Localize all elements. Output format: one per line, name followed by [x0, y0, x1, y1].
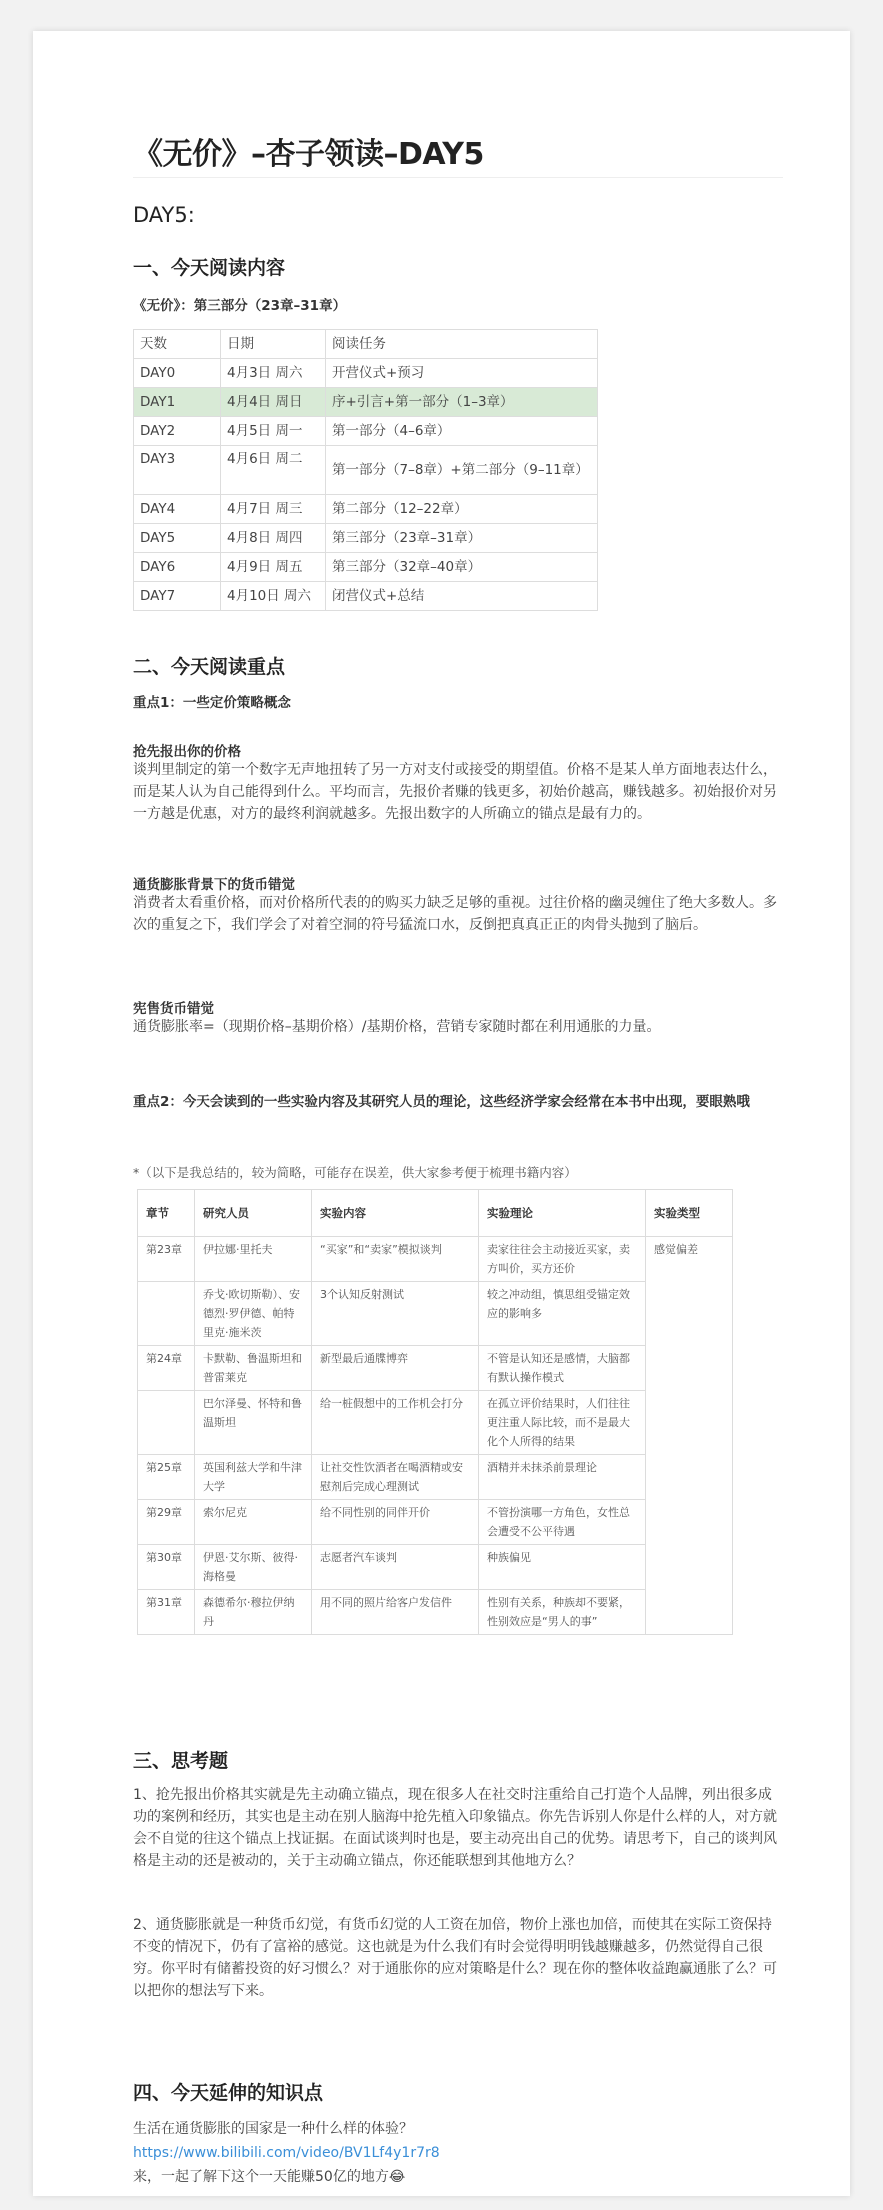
- table-cell: “买家”和“卖家”模拟谈判: [312, 1237, 479, 1282]
- table-cell: 开营仪式+预习: [326, 359, 598, 388]
- question-2: 2、通货膨胀就是一种货币幻觉，有货币幻觉的人工资在加倍，物价上涨也加倍，而使其在实际工资保持不变的情况下，仍有了富裕的感觉。这也就是为什么我们有时会觉得明明钱越赚越多，仍然觉得自己很穷。你平时有储蓄投资的好习惯么？对于通胀你的应对策略是什么？现在你的整体收益跑赢通胀了么？可以把你的想法写下来。: [133, 1917, 777, 1999]
- table-cell: 不管是认知还是感情，大脑都有默认操作模式: [479, 1346, 646, 1391]
- table-cell: DAY7: [134, 582, 221, 611]
- table-cell: 在孤立评价结果时，人们往往更注重人际比较，而不是最大化个人所得的结果: [479, 1391, 646, 1455]
- table-row: [138, 1455, 733, 1500]
- table-cell: 给一桩假想中的工作机会打分: [312, 1391, 479, 1455]
- table-cell: 较之冲动组，慎思组受锚定效应的影响多: [479, 1282, 646, 1346]
- table-cell: 4月10日 周六: [221, 582, 326, 611]
- point1-title: 重点1：一些定价策略概念: [133, 695, 291, 711]
- bilibili-link[interactable]: https://www.bilibili.com/video/BV1Lf4y1r7r8: [133, 2145, 440, 2161]
- table-header-cell: 研究人员: [195, 1190, 312, 1237]
- table-cell: 让社交性饮酒者在喝酒精或安慰剂后完成心理测试: [312, 1455, 479, 1500]
- table-cell: 第29章: [138, 1500, 195, 1545]
- table-cell: 种族偏见: [479, 1545, 646, 1590]
- book-range: 《无价》：第三部分（23章–31章）: [133, 298, 347, 314]
- table-cell: 4月7日 周三: [221, 495, 326, 524]
- table-cell: 第三部分（32章–40章）: [326, 553, 598, 582]
- table-header-cell: 实验类型: [646, 1190, 733, 1237]
- question-1: 1、抢先报出价格其实就是先主动确立锚点，现在很多人在社交时注重给自己打造个人品牌，列出很多成功的案例和经历，其实也是主动在别人脑海中抢先植入印象锚点。你先告诉别人你是什么样的人，对方就会不自觉的往这个锚点上找证据。在面试谈判时也是，要主动亮出自己的优势。请思考下，自己的谈判风格是主动的还是被动的，关于主动确立锚点，你还能联想到其他地方么？: [133, 1787, 777, 1869]
- section1-heading: 一、今天阅读内容: [133, 257, 286, 279]
- document-page: [33, 31, 850, 2196]
- table-cell: 4月4日 周日: [221, 388, 326, 417]
- concept-text: 通货膨胀率=（现期价格–基期价格）/基期价格，营销专家随时都在利用通胀的力量。: [133, 1019, 661, 1035]
- experiment-table: [137, 1189, 733, 1635]
- table-cell: DAY2: [134, 417, 221, 446]
- table-row: [134, 446, 598, 495]
- day-heading: DAY5:: [133, 203, 195, 227]
- table-cell: 序+引言+第一部分（1–3章）: [326, 388, 598, 417]
- section4-heading: 四、今天延伸的知识点: [133, 2082, 324, 2104]
- concept-title: 抢先报出你的价格: [133, 744, 241, 760]
- extension-text: 来，一起了解下这个一天能赚50亿的地方😂: [133, 2169, 406, 2185]
- table-cell: 卖家往往会主动接近买家，卖方叫价，买方还价: [479, 1237, 646, 1282]
- extension-text: 生活在通货膨胀的国家是一种什么样的体验？: [133, 2121, 413, 2137]
- table-cell: DAY3: [134, 446, 221, 495]
- table-cell: 4月6日 周二: [221, 446, 326, 495]
- table-cell: [138, 1282, 195, 1346]
- table-cell: DAY5: [134, 524, 221, 553]
- table-cell: 第31章: [138, 1590, 195, 1635]
- table-cell: 性别有关系，种族却不要紧，性别效应是“男人的事”: [479, 1590, 646, 1635]
- table-row: [138, 1346, 733, 1391]
- table-row: [134, 582, 598, 611]
- table-header-cell: 实验理论: [479, 1190, 646, 1237]
- table-note: *（以下是我总结的，较为简略，可能存在误差，供大家参考便于梳理书籍内容）: [133, 1165, 577, 1180]
- table-header-cell: 日期: [221, 330, 326, 359]
- table-cell: 4月5日 周一: [221, 417, 326, 446]
- table-row: [138, 1500, 733, 1545]
- table-cell: 用不同的照片给客户发信件: [312, 1590, 479, 1635]
- table-cell: 第30章: [138, 1545, 195, 1590]
- schedule-table: [133, 329, 598, 611]
- table-cell: 4月9日 周五: [221, 553, 326, 582]
- concept-text: 谈判里制定的第一个数字无声地扭转了另一方对支付或接受的期望值。价格不是某人单方面地表达什么，而是某人认为自己能得到什么。平均而言，先报价者赚的钱更多，初始价越高，赚钱越多。初始报价对另一方越是优惠，对方的最终利润就越多。先报出数字的人所确立的锚点是最有力的。: [133, 762, 777, 822]
- table-cell: 3个认知反射测试: [312, 1282, 479, 1346]
- table-cell: 巴尔泽曼、怀特和鲁温斯坦: [195, 1391, 312, 1455]
- title-divider: [133, 177, 783, 178]
- table-cell: 闭营仪式+总结: [326, 582, 598, 611]
- concept-title: 通货膨胀背景下的货币错觉: [133, 877, 295, 893]
- table-cell: 给不同性别的同伴开价: [312, 1500, 479, 1545]
- table-row: [138, 1391, 733, 1455]
- table-row: [138, 1190, 733, 1237]
- table-cell: 索尔尼克: [195, 1500, 312, 1545]
- table-row: [138, 1590, 733, 1635]
- table-header-cell: 阅读任务: [326, 330, 598, 359]
- table-cell: 伊拉娜·里托夫: [195, 1237, 312, 1282]
- table-cell: [138, 1391, 195, 1455]
- point2-title: 重点2：今天会读到的一些实验内容及其研究人员的理论，这些经济学家会经常在本书中出现，要眼熟哦: [133, 1094, 750, 1110]
- table-cell: 卡默勒、鲁温斯坦和普雷莱克: [195, 1346, 312, 1391]
- table-row: [134, 524, 598, 553]
- table-header-cell: 天数: [134, 330, 221, 359]
- table-cell: DAY1: [134, 388, 221, 417]
- table-cell: 第24章: [138, 1346, 195, 1391]
- table-header-cell: 实验内容: [312, 1190, 479, 1237]
- section2-heading: 二、今天阅读重点: [133, 656, 286, 678]
- table-cell: 新型最后通牒博弈: [312, 1346, 479, 1391]
- table-cell: 4月3日 周六: [221, 359, 326, 388]
- table-row: [134, 553, 598, 582]
- table-cell: 森德希尔·穆拉伊纳丹: [195, 1590, 312, 1635]
- table-row: [134, 417, 598, 446]
- table-cell: 乔戈·欧切斯勒）、安德烈·罗伊德、帕特里克·施米茨: [195, 1282, 312, 1346]
- table-cell: 志愿者汽车谈判: [312, 1545, 479, 1590]
- concept-title: 宪售货币错觉: [133, 1001, 214, 1017]
- table-cell: DAY4: [134, 495, 221, 524]
- table-cell: 第23章: [138, 1237, 195, 1282]
- table-cell: 感觉偏差: [646, 1237, 733, 1635]
- table-cell: 酒精并未抹杀前景理论: [479, 1455, 646, 1500]
- table-row: [134, 359, 598, 388]
- table-cell: DAY6: [134, 553, 221, 582]
- table-row: [138, 1237, 733, 1282]
- concept-text: 消费者太看重价格，而对价格所代表的的购买力缺乏足够的重视。过往价格的幽灵缠住了绝大多数人。多次的重复之下，我们学会了对着空洞的符号猛流口水，反倒把真真正正的肉骨头抛到了脑后。: [133, 895, 777, 933]
- table-row: [138, 1282, 733, 1346]
- table-cell: 第三部分（23章–31章）: [326, 524, 598, 553]
- section3-heading: 三、思考题: [133, 1750, 229, 1772]
- table-cell: 英国利兹大学和牛津大学: [195, 1455, 312, 1500]
- table-cell: DAY0: [134, 359, 221, 388]
- table-cell: 第二部分（12–22章）: [326, 495, 598, 524]
- table-cell: 4月8日 周四: [221, 524, 326, 553]
- table-cell: 第25章: [138, 1455, 195, 1500]
- page-title: 《无价》–杏子领读–DAY5: [133, 137, 484, 172]
- table-row: [134, 330, 598, 359]
- table-cell: 伊恩·艾尔斯、彼得·海格曼: [195, 1545, 312, 1590]
- table-row: [138, 1545, 733, 1590]
- table-header-cell: 章节: [138, 1190, 195, 1237]
- table-cell: 不管扮演哪一方角色，女性总会遭受不公平待遇: [479, 1500, 646, 1545]
- table-cell: 第一部分（7–8章）+第二部分（9–11章）: [326, 446, 598, 495]
- table-row: [134, 495, 598, 524]
- table-row-highlighted: [134, 388, 598, 417]
- table-cell: 第一部分（4–6章）: [326, 417, 598, 446]
